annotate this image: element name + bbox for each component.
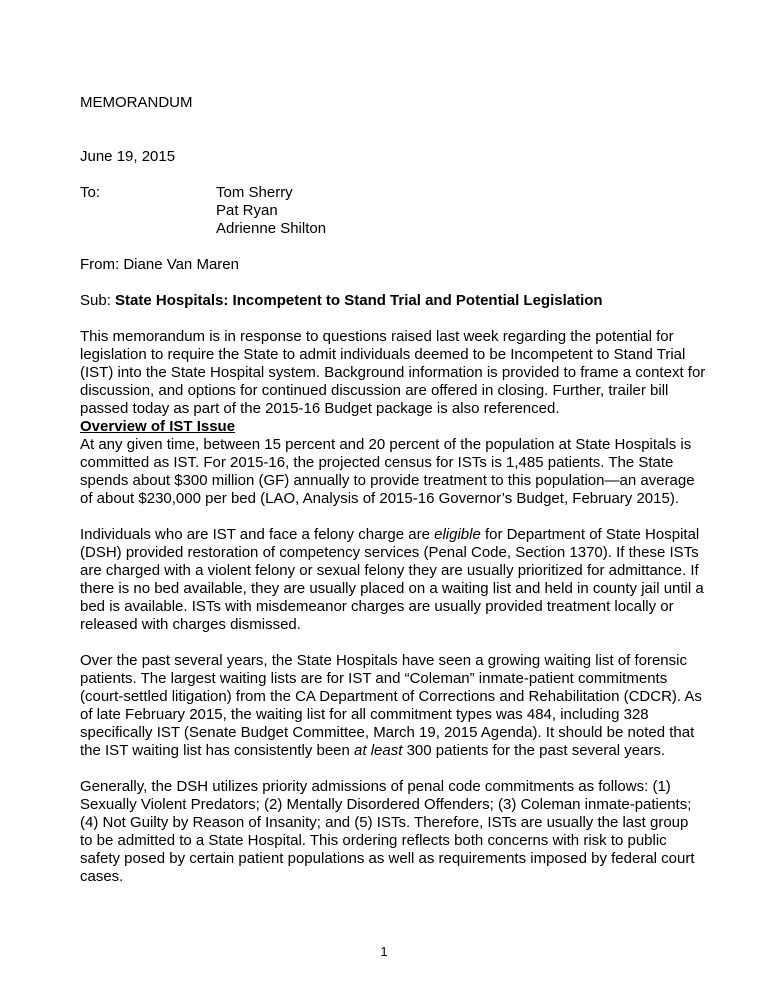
waiting-list-paragraph (80, 652, 702, 760)
subject-line (80, 292, 603, 310)
paragraph-line: there is no bed available, they are usually placed on a waiting list and held in county jail until a (80, 580, 704, 597)
paragraph-line: Individuals who are IST and face a felony charge are eligible for Department of State Hospital (80, 526, 700, 543)
memo-title: MEMORANDUM (80, 94, 193, 111)
eligibility-paragraph (80, 526, 704, 634)
paragraph-line: patients. The largest waiting lists are for IST and “Coleman” inmate-patient commitments (80, 670, 668, 687)
paragraph-line: committed as IST. For 2015-16, the projected census for ISTs is 1,485 patients. The State (80, 454, 674, 471)
emphasis-at-least: at least (354, 742, 403, 759)
paragraph-line: (4) Not Guilty by Reason of Insanity; and (5) ISTs. Therefore, ISTs are usually the last group (80, 814, 689, 831)
paragraph-line: Over the past several years, the State Hospitals have seen a growing waiting list of forensic (80, 652, 687, 669)
to-block (80, 184, 680, 237)
paragraph-line: to be admitted to a State Hospital. This ordering reflects both concerns with risk to public (80, 832, 667, 849)
subject-label: Sub: (80, 292, 111, 309)
paragraph-line: (DSH) provided restoration of competency services (Penal Code, Section 1370). If these ISTs (80, 544, 699, 561)
from-name: Diane Van Maren (123, 256, 239, 273)
paragraph-line: of late February 2015, the waiting list for all commitment types was 484, including 328 (80, 706, 649, 723)
intro-line: This memorandum is in response to questions raised last week regarding the potential for (80, 328, 674, 345)
overview-section (80, 418, 695, 508)
intro-line: passed today as part of the 2015-16 Budget package is also referenced. (80, 400, 560, 417)
paragraph-line: (court-settled litigation) from the CA Department of Corrections and Rehabilitation (CDCR). As (80, 688, 702, 705)
paragraph-line: released with charges dismissed. (80, 616, 301, 633)
recipient-3: Adrienne Shilton (216, 220, 327, 237)
paragraph-line: Generally, the DSH utilizes priority admissions of penal code commitments as follows: (1) (80, 778, 671, 795)
paragraph-line: cases. (80, 868, 124, 885)
emphasis-eligible: eligible (434, 526, 481, 543)
intro-line: legislation to require the State to admit individuals deemed to be Incompetent to Stand Trial (80, 346, 686, 363)
intro-paragraph (80, 328, 705, 418)
paragraph-line: safety posed by certain patient populations as well as requirements imposed by federal court (80, 850, 695, 867)
subject-text: State Hospitals: Incompetent to Stand Trial and Potential Legislation (115, 292, 603, 309)
paragraph-line: spends about $300 million (GF) annually to provide treatment to this population—an average (80, 472, 695, 489)
paragraph-line: are charged with a violent felony or sexual felony they are usually prioritized for admittance. If (80, 562, 699, 579)
section-heading: Overview of IST Issue (80, 418, 236, 435)
paragraph-line: bed is available. ISTs with misdemeanor charges are usually provided treatment locally or (80, 598, 674, 615)
paragraph-line: the IST waiting list has consistently been at least 300 patients for the past several years. (80, 742, 666, 759)
intro-line: (IST) into the State Hospital system. Background information is provided to frame a context for (80, 364, 706, 381)
memo-date: June 19, 2015 (80, 148, 176, 165)
recipient-1: Tom Sherry (216, 184, 293, 201)
recipient-2: Pat Ryan (216, 202, 278, 219)
to-label: To: (80, 184, 101, 201)
page-number: 1 (380, 944, 388, 959)
from-line (80, 256, 239, 274)
paragraph-line: Sexually Violent Predators; (2) Mentally Disordered Offenders; (3) Coleman inmate-patients; (80, 796, 692, 813)
paragraph-line: specifically IST (Senate Budget Committee, March 19, 2015 Agenda). It should be noted that (80, 724, 695, 741)
from-label: From: (80, 256, 120, 273)
paragraph-line: of about $230,000 per bed (LAO, Analysis of 2015-16 Governor’s Budget, February 2015). (80, 490, 679, 507)
priority-paragraph (80, 778, 695, 886)
intro-line: discussion, and options for continued discussion are offered in closing. Further, trailer bill (80, 382, 669, 399)
paragraph-line: At any given time, between 15 percent and 20 percent of the population at State Hospitals is (80, 436, 692, 453)
